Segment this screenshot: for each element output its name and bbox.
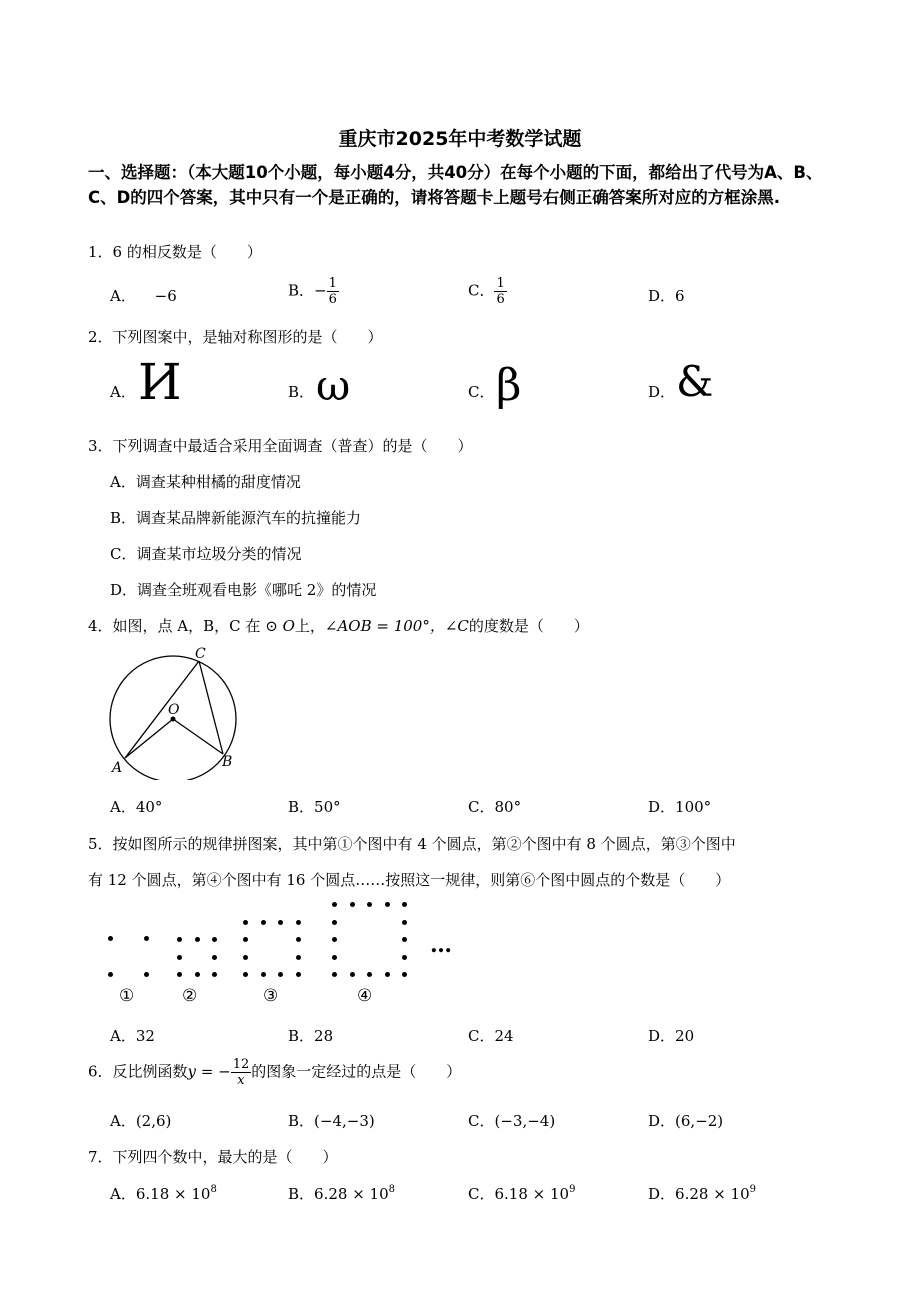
q5-dot-fig3: [296, 955, 301, 960]
q5-option-c: C．24: [468, 1027, 514, 1045]
q7-b-base: 6.28 × 10: [314, 1185, 389, 1203]
q1-b-label: B．: [288, 281, 315, 300]
q5-dot-fig3: [278, 920, 283, 925]
q6-option-c: C．(−3,−4): [468, 1112, 556, 1130]
q7-option-b: [288, 1183, 395, 1204]
q5-dot-fig1: [144, 936, 149, 941]
q5-dot-fig2: [212, 937, 217, 942]
q6-stem: [88, 1057, 461, 1088]
q4-option-d: D．100°: [648, 798, 712, 816]
q4-option-b: B．50°: [288, 798, 341, 816]
q5-dot-fig2: [177, 955, 182, 960]
q5-dot-fig4: [332, 955, 337, 960]
q5-dot-fig4: [367, 972, 372, 977]
q1-b-fraction: [327, 276, 339, 307]
q7-d-exp: 9: [749, 1184, 756, 1195]
q1-b-num: 1: [328, 276, 337, 291]
q5-dot-fig2: [177, 937, 182, 942]
q5-dot-fig4: [332, 902, 337, 907]
q7-a-base: 6.18 × 10: [135, 1185, 211, 1203]
q7-d-label: D．: [648, 1185, 676, 1203]
q1-c-den: 6: [496, 292, 505, 307]
q5-dot-fig3: [278, 972, 283, 977]
q5-dot-fig3: [296, 920, 301, 925]
q3-option-c: C．调查某市垃圾分类的情况: [110, 545, 302, 563]
q5-dot-fig4: [402, 937, 407, 942]
q1-c-num: 1: [496, 276, 505, 291]
q5-dot-fig1: [108, 936, 113, 941]
q4-option-c: C．80°: [468, 798, 522, 816]
q4-label-c: C: [195, 646, 206, 662]
q5-option-b: B．28: [288, 1027, 334, 1045]
q2-stem: 2．下列图案中，是轴对称图形的是（ ）: [88, 328, 383, 346]
q5-dot-fig3: [296, 937, 301, 942]
q4-chord-ac: [125, 661, 199, 758]
q5-dot-fig4: [402, 955, 407, 960]
q5-dot-fig3: [296, 972, 301, 977]
q5-fig-label-3: ③: [263, 986, 279, 1006]
q6-option-b: B．(−4,−3): [288, 1112, 375, 1130]
q1-d-value: 6: [675, 287, 685, 305]
q5-dot-fig3: [261, 972, 266, 977]
q4-label-b: B: [222, 754, 233, 770]
q5-fig-label-4: ④: [357, 986, 373, 1006]
q6-option-d: D．(6,−2): [648, 1112, 724, 1130]
q5-dot-fig1: [108, 972, 113, 977]
q5-dot-fig1: [144, 972, 149, 977]
q1-b-sign: −: [314, 281, 327, 300]
q1-option-a: [110, 285, 177, 306]
q5-dot-fig3: [243, 937, 248, 942]
q1-a-value: −6: [154, 287, 177, 305]
q6-stem-pre: 6．反比例函数: [88, 1062, 188, 1081]
q5-dot-fig4: [332, 937, 337, 942]
page-title: 重庆市2025年中考数学试题: [338, 128, 582, 150]
q6-fraction: [231, 1057, 252, 1088]
q6-lhs: y = −: [187, 1062, 231, 1081]
q5-fig-label-1: ①: [119, 986, 135, 1006]
q5-dot-fig4: [402, 902, 407, 907]
q5-dot-fig2: [212, 972, 217, 977]
q5-dot-fig3: [243, 920, 248, 925]
q3-option-d: D．调查全班观看电影《哪吒 2》的情况: [110, 581, 377, 599]
q4-label-a: A: [112, 760, 123, 776]
q6-option-a: A．(2,6): [110, 1112, 172, 1130]
q7-option-d: [648, 1183, 756, 1204]
q7-b-exp: 8: [388, 1184, 395, 1195]
q2-d-glyph: &: [676, 357, 714, 406]
q2-a-glyph: И: [138, 353, 182, 411]
q2-a-label: A．: [110, 383, 136, 401]
q2-c-glyph: β: [496, 360, 522, 411]
q7-option-a: [110, 1183, 217, 1204]
q7-c-exp: 9: [569, 1184, 576, 1195]
q4-stem: [88, 615, 589, 636]
q5-dot-fig3: [243, 972, 248, 977]
q5-fig-label-2: ②: [182, 986, 198, 1006]
q2-d-label: D．: [648, 383, 676, 401]
q1-b-den: 6: [328, 292, 337, 307]
q2-b-label: B．: [288, 383, 315, 401]
q5-dot-fig4: [367, 902, 372, 907]
q5-dot-fig2: [177, 972, 182, 977]
section-heading: 一、选择题：（本大题10个小题，每小题4分，共40分）在每个小题的下面，都给出了代号为A、B、C、D的四个答案，其中只有一个是正确的，请将答题卡上题号右侧正确答案所对应的方框涂黑.: [88, 163, 823, 207]
q7-option-c: [468, 1183, 575, 1204]
q1-c-fraction: [494, 276, 506, 307]
q5-dot-fig3: [243, 955, 248, 960]
q5-option-a: A．32: [110, 1027, 155, 1045]
q5-ellipsis: …: [430, 932, 450, 958]
q4-label-o: O: [168, 702, 180, 718]
q5-dot-fig3: [261, 920, 266, 925]
q4-stem-post: 的度数是（ ）: [468, 617, 589, 635]
q6-num: 12: [232, 1057, 250, 1072]
q1-a-label: A．: [110, 287, 136, 305]
q5-dot-fig2: [195, 937, 200, 942]
q3-option-a: A．调查某种柑橘的甜度情况: [110, 473, 301, 491]
q3-stem: 3．下列调查中最适合采用全面调查（普查）的是（ ）: [88, 437, 473, 455]
q4-stem-mid: 上，: [294, 617, 325, 635]
q6-den: x: [237, 1073, 245, 1088]
q4-circle-o: O: [282, 617, 295, 635]
q1-option-d: [648, 285, 685, 306]
q5-dot-fig4: [332, 972, 337, 977]
q5-dot-fig4: [385, 972, 390, 977]
q4-circle-symbol: ⊙: [265, 617, 278, 635]
q2-c-label: C．: [468, 383, 495, 401]
q4-stem-pre: 4．如图，点 A，B，C 在: [88, 617, 261, 635]
q5-stem-line2: 有 12 个圆点，第④个图中有 16 个圆点……按照这一规律，则第⑥个图中圆点的个数是（ ）: [88, 871, 731, 889]
q7-c-base: 6.18 × 10: [494, 1185, 570, 1203]
q7-stem: 7．下列四个数中，最大的是（ ）: [88, 1148, 338, 1166]
q4-circle-figure: [100, 640, 250, 780]
q1-c-label: C．: [468, 281, 495, 300]
q7-d-base: 6.28 × 10: [675, 1185, 750, 1203]
q5-dot-fig2: [195, 972, 200, 977]
q4-angle: ∠AOB = 100°，∠C: [324, 617, 469, 635]
q5-stem-line1: 5．按如图所示的规律拼图案，其中第①个图中有 4 个圆点，第②个图中有 8 个圆点，第③个图中: [88, 835, 736, 853]
q5-dot-fig4: [402, 920, 407, 925]
q4-radius-oa: [125, 719, 173, 758]
q3-option-b: B．调查某品牌新能源汽车的抗撞能力: [110, 509, 362, 527]
q7-a-label: A．: [110, 1185, 136, 1203]
q5-dot-fig4: [332, 920, 337, 925]
q5-dot-fig4: [350, 902, 355, 907]
q7-c-label: C．: [468, 1185, 495, 1203]
q7-b-label: B．: [288, 1185, 315, 1203]
q5-dot-fig4: [402, 972, 407, 977]
q1-option-c: [468, 276, 507, 307]
q1-d-label: D．: [648, 287, 676, 305]
q1-stem: 1．6 的相反数是（ ）: [88, 243, 262, 261]
q2-b-glyph: ω: [316, 361, 351, 410]
q1-option-b: [288, 276, 339, 307]
q6-stem-post: 的图象一定经过的点是（ ）: [251, 1062, 462, 1081]
q5-dot-fig4: [350, 972, 355, 977]
q5-dot-fig4: [385, 902, 390, 907]
q5-dot-fig2: [212, 955, 217, 960]
q7-a-exp: 8: [210, 1184, 217, 1195]
q5-option-d: D．20: [648, 1027, 695, 1045]
q4-option-a: A．40°: [110, 798, 163, 816]
